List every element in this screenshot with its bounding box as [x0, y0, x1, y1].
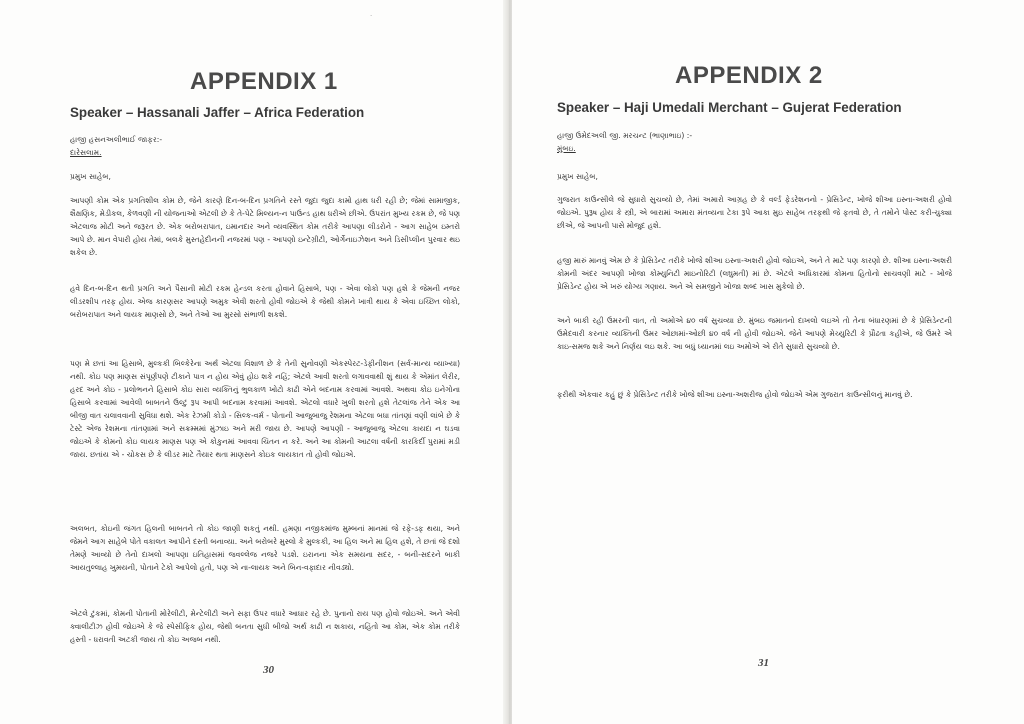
paragraph: એટલે ટુંકમાં, કોમની પોતાની મોરેલીટી, મેન્ટેલીટી અને સફા ઉપર વધારે આધાર રહે છે. પુનાનો રાય પણ હોવો જોઇએ. અને એવી ક્વાલીટીઝ હોવી જોઇએ કે જે સ્પેસીફિક હોય, જેથી બનતા સુધી બીજો અર્થ કાઢી ન શકાય, નહિંતો આ કોમ, એક કોમ તરીકે હસ્તી - ધરાવતી અટકી જાય તો કોઇ અજબ નથી. — [70, 609, 460, 645]
paragraph: ફરીથી એકવાર કહું છું કે પ્રેસિડેન્ટ તરીકે ખોજે શીઆ ઇસ્ના-અશરીજ હોવો જોઇએ એમ ગુજરાત કાઉન્સીલનું માનવું છે. — [557, 390, 913, 399]
salutation: પ્રમુખ સાહેબ, — [70, 172, 111, 181]
left-page — [0, 0, 505, 724]
page-number: 30 — [263, 664, 274, 676]
speaker-location: દારેસલામ. — [70, 148, 102, 157]
paragraph: ગુજરાત કાઉન્સીલે જે સુધારો સુચવ્યો છે, તેમાં અમારો આગ્રહ છે કે વર્લ્ડ ફેડરેશનનો - પ્રેસિડેન્ટ, ખોજે શીઆ ઇસ્ના-અશરી હોવો જોઇએ. પુરૂષ હોય કે સ્ત્રી, એ બારામાં અમારા મંતવ્યના ટેકા રૂપે આકા મુઇ સાહેબ તરફથી જે ફતવો છે, તે તમોને પોસ્ટ કરી-ચુક્યા છીએ, જે આપની પાસે મોજુદ હશે. — [557, 195, 952, 231]
speaker-name-gujarati: હાજી ઉમેદઅલી જી. મરચન્ટ (ભાણાભાઇ) :- — [557, 131, 693, 140]
margin-mark: · — [370, 12, 373, 20]
right-page — [512, 0, 1024, 724]
appendix-1-speaker: Speaker – Hassanali Jaffer – Africa Federation — [70, 105, 365, 120]
paragraph: અલબત, કોઇની જંગત હિલની બાબતને તો કોઇ જાણી શકતું નથી. હમણા નજીકમાંજ મુમ્બનાં માનમાં જે રફે-ડફ થયા, અને જેમને આગ સાહેબે પોતે વકાલત આપીને દસ્તી બનાવ્યા. અને બરોબરે મુસ્લો કે મુલ્કકી, આ હિલ અને મા હિલ હશે, તે છતાં જે દશો તેમણે આવ્યો છે તેનો દાખલો આપણા ઇતિહાસમાં જવલ્લેજ નજરે પડશે. ઇરાનના એક સમયના સદર, - બની-સદરને બાકી આયતુલ્લાહ ખુમયની, પોતાને ટેકો આપેલો હતો, પણ એ ના-લાયક અને બિન-વફાદાર નીવડ્યો. — [70, 524, 460, 573]
salutation: પ્રમુખ સાહેબ, — [557, 172, 598, 181]
speaker-location: મુંબઇ. — [557, 144, 576, 153]
paragraph: હજી મારું માનવું એમ છે કે પ્રેસિડેન્ટ તરીકે ખોજે શીઆ ઇસ્ના-અશરી હોવો જોઇએ, અને તે માટે પણ કારણો છે. શીઆ ઇસ્ના-અશરી કોમની અંદર આપણી ખોજા કોમ્યુનિટી માઇનોરિટી (લઘુમતી) માં છે. એટલે અધિકારમાં કોમના હિતોનો સાચવણી માટે - ખોજે પ્રેસિડેન્ટ હોય એ ખરું યોગ્ય ગણાય. અને એ સમજીને ખોજા શબ્દ ખાસ મુકેલો છે. — [557, 256, 952, 292]
paragraph: આપણી કોમ એક પ્રગતિશીલ કોમ છે, જેને કારણે દિન-બ-દિન પ્રગતિને રસ્તે જુદા જુદા કામો હાથ ધરી રહી છે; જેમાં સામાજીક, શૈક્ષણિક, મેડીકલ, કેળવણી ની યોજનાઓ એટલી છે કે તે-પેટે મિલ્યન-ન પાઉન્ડ હાથ ધરીએ છીએ. ઉપરાંત મુખ્ય રકમ છે, જે પણ એટલાજ મોટી અને જરૂરત છે. એક બરોબરાપાત, ઇમાનદાર અને વ્યવસ્થિત કોમ તરીકે આપણા લીડરોને - આગ સાહેબ ઇમ્તરો આપે છે. માન વેપારી હોય તેમાં, બલકે મુસ્તહેદીનની નજરમાં પણ - આપણો ઇન્ટેગ્રીટી, ઓર્ગેનાઇઝેશન અને ડિસીપ્લીન પુરવાર થઇ શકેલ છે. — [70, 196, 460, 258]
paragraph: પણ મે છતાં આ હિસાબે, મુલ્કકી બિલ્કેરેના અર્થ એટલા વિશાળ છે કે તેની સુનોવણી એકસ્પેરટ-ડેફીનીશન (સર્વ-માન્ય વ્યાખ્યા) નથી. કોઇ પણ માણસ સંપૂર્ણપણે ટીકાને પાત્ર ન હોય એવું હોઇ શકે નહિં; એટલે આવી શરતો લગાવવાથી શું થાય કે એમાંત લેરીર, હરદ અને કોઇ - પ્રલોભનને હિસાબે કોઇ સારા વ્યક્તિનું ભુલકાળ ખોટો કાઢી એને બદનામ કરવામાં આવશે. અથવા કોઇ ઇનેગોના હિસાબે કરવામાં આવેલી બાબતને ઉલ્ટું રૂપ આપી બદનામ કરવામાં આવશે. એટલો વધારે ખુલી શરતો હશે તેટલાંજ તેને એક આ બીજી વાત ચલાવવાની સુવિધા થશે. એક રેઝમી કોડો - સિલ્ક-વર્મ - પોતાની આજુબાજુ રેશમના એટલા બધા તાંતણાં વણી લાંબે છે કે ટેસ્ટે એજ રેશમના તાંતણામાં અને સક્રમ્મમાં મુંઝાઇ અને મરી જાય છે. આપણે આપણી - આજુબાજુ એટલા કાયદા ન ઘડવા જોઇએ કે કોમનો કોઇ લાયક માણસ પણ એ કોકુનમાં આવવા ચિંતન ન કરે. અને આ કોમની આટલા વર્ષની કારકિર્દી પુરામાં મડી જાય. છતાંય એ - ચોકસ છે કે લીડર માટે તૈયાર થતા માણસને કોઇક લાયકાત તો હોવી જોઇએ. — [70, 359, 460, 460]
appendix-2-speaker: Speaker – Haji Umedali Merchant – Gujerat Federation — [557, 100, 902, 115]
paragraph: હવે દિન-બ-દિન થતી પ્રગતિ અને પૈસાની મોટી રકમ હેન્ડલ કરતા હોવાને હિસાબે, પણ - એવા લોકો પણ હશે કે જેમની નજર લીડરશીપ તરફ હોય. એજ કારણસર આપણે અમુક એવી શરતો હોવી જોઇએ કે જેથી કોમને ખાત્રી થાય કે એવા ઇચ્છિત લોકો, બરોબરાપાત અને લાયક માણસો છે, અને તેઓ આ મુરસો સંભાળી શકશે. — [70, 284, 460, 320]
speaker-name-gujarati: હાજી હસનઅલીભાઈ જાફર:- — [70, 135, 163, 144]
page-number: 31 — [758, 657, 769, 669]
appendix-2-heading: APPENDIX 2 — [675, 62, 823, 89]
paragraph: અને બાકી રહી ઉમરની વાત, તો અમોએ ૪૦ વર્ષ સુચવ્યા છે. મુંબઇ જમાતનો દાખલો લઇએ તો તેના બંધારણમાં છે કે પ્રેસિડેન્ટની ઉમેદવારી કરનાર વ્યક્તિની ઉમર ઓછામાં-ઓછી ૪૦ વર્ષ ની હોવી જોઇએ. જેને આપણે મેચ્યુરિટી કે પ્રૌઢતા કહીએ, જે ઉમરે એ કાઇ-સમજ શકે અને નિર્ણય લઇ શકે. આ બધું ધ્યાનમાં લઇ અમોએ એ રીતે સુધારો સુચવ્યો છે. — [557, 316, 952, 352]
appendix-1-heading: APPENDIX 1 — [190, 68, 338, 95]
